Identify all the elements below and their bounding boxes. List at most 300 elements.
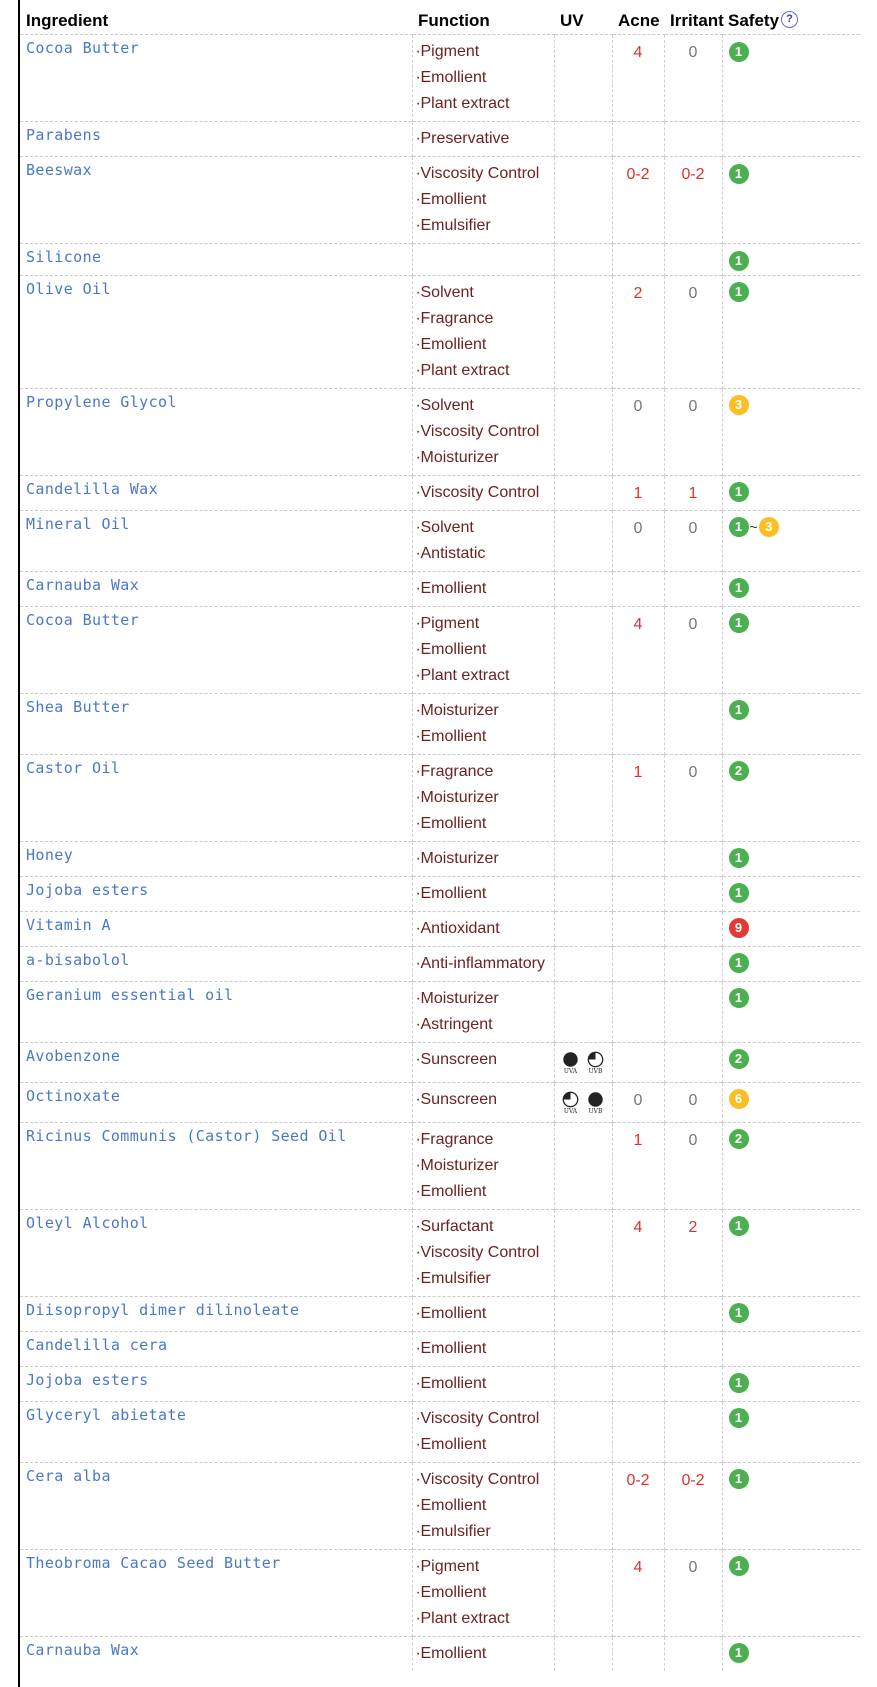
- function-item: · Emollient: [419, 1580, 548, 1606]
- ingredient-link[interactable]: Cocoa Butter: [26, 610, 140, 629]
- function-item: · Surfactant: [419, 1214, 548, 1240]
- safety-cell: [722, 475, 860, 510]
- function-item: · Sunscreen: [419, 1047, 548, 1073]
- acne-rating: 0-2: [612, 157, 664, 244]
- ingredient-link[interactable]: Ricinus Communis (Castor) Seed Oil: [26, 1126, 347, 1145]
- uv-cell: [554, 571, 612, 606]
- function-item: · Emulsifier: [419, 1266, 548, 1292]
- safety-cell: [722, 275, 860, 388]
- safety-badge[interactable]: 1: [729, 42, 749, 62]
- function-cell: [412, 475, 554, 510]
- uv-cell: [554, 1401, 612, 1462]
- acne-rating: [612, 1296, 664, 1331]
- function-item: · Emollient: [419, 724, 548, 750]
- ingredient-cell[interactable]: [20, 1296, 412, 1331]
- function-cell: [412, 981, 554, 1042]
- table-row: [20, 981, 860, 1042]
- safety-badge[interactable]: 2: [729, 761, 749, 781]
- function-item: · Emollient: [419, 637, 548, 663]
- uva-label: UVA: [563, 1107, 578, 1115]
- table-row: [20, 475, 860, 510]
- ingredient-cell[interactable]: [20, 1549, 412, 1636]
- ingredient-cell[interactable]: [20, 475, 412, 510]
- table-row: [20, 1296, 860, 1331]
- safety-badge[interactable]: 1: [729, 282, 749, 302]
- function-cell: [412, 275, 554, 388]
- function-item: · Moisturizer: [419, 846, 548, 872]
- ingredient-link[interactable]: Candelilla cera: [26, 1335, 168, 1354]
- function-cell: [412, 1636, 554, 1671]
- uv-cell: [554, 244, 612, 276]
- function-item: · Emulsifier: [419, 213, 548, 239]
- function-item: · Emollient: [419, 1179, 548, 1205]
- uv-cell: [554, 1549, 612, 1636]
- ingredient-cell[interactable]: [20, 841, 412, 876]
- safety-cell: [722, 510, 860, 571]
- header-acne: Acne: [618, 11, 660, 30]
- safety-cell: [722, 693, 860, 754]
- ingredient-cell[interactable]: [20, 1042, 412, 1082]
- ingredient-link[interactable]: Carnauba Wax: [26, 1640, 140, 1659]
- irritant-rating: [664, 1636, 722, 1671]
- function-cell: [412, 1549, 554, 1636]
- safety-cell: [722, 1366, 860, 1401]
- function-cell: [412, 911, 554, 946]
- function-item: · Solvent: [419, 393, 548, 419]
- ingredient-link[interactable]: Theobroma Cacao Seed Butter: [26, 1553, 281, 1572]
- ingredient-cell[interactable]: [20, 122, 412, 157]
- ingredient-link[interactable]: Cocoa Butter: [26, 39, 140, 57]
- function-cell: [412, 571, 554, 606]
- irritant-rating: [664, 693, 722, 754]
- ingredient-cell[interactable]: [20, 911, 412, 946]
- table-row: [20, 157, 860, 244]
- ingredient-link[interactable]: Cera alba: [26, 1466, 111, 1485]
- function-item: · Solvent: [419, 280, 548, 306]
- function-cell: [412, 1042, 554, 1082]
- ingredient-cell[interactable]: [20, 981, 412, 1042]
- uv-cell: [554, 1462, 612, 1549]
- ingredient-link[interactable]: Glyceryl abietate: [26, 1405, 187, 1424]
- acne-rating: 0: [612, 510, 664, 571]
- ingredient-link[interactable]: Avobenzone: [26, 1046, 121, 1065]
- ingredient-link[interactable]: Vitamin A: [26, 915, 111, 934]
- acne-rating: [612, 876, 664, 911]
- uvb-icon: [586, 1091, 606, 1115]
- safety-badge[interactable]: 2: [729, 1049, 749, 1069]
- function-item: · Emollient: [419, 576, 548, 602]
- acne-rating: [612, 946, 664, 981]
- irritant-rating: [664, 1296, 722, 1331]
- safety-badge[interactable]: 9: [729, 918, 749, 938]
- table-row: [20, 946, 860, 981]
- ingredient-cell[interactable]: [20, 35, 412, 122]
- uv-cell: [554, 157, 612, 244]
- function-item: · Emollient: [419, 65, 548, 91]
- function-cell: [412, 35, 554, 122]
- uv-cell: [554, 693, 612, 754]
- function-item: · Viscosity Control: [419, 1467, 548, 1493]
- function-item: · Viscosity Control: [419, 1406, 548, 1432]
- ingredient-cell[interactable]: [20, 157, 412, 244]
- safety-badge[interactable]: 1: [729, 613, 749, 633]
- safety-cell: [722, 946, 860, 981]
- table-row: [20, 1209, 860, 1296]
- acne-rating: 4: [612, 606, 664, 693]
- function-cell: [412, 876, 554, 911]
- uv-cell: [554, 1209, 612, 1296]
- uv-cell: [554, 754, 612, 841]
- safety-cell: [722, 1082, 860, 1122]
- header-safety: [722, 8, 860, 35]
- function-item: · Emulsifier: [419, 1519, 548, 1545]
- safety-badge[interactable]: 1: [729, 164, 749, 184]
- safety-cell: [722, 606, 860, 693]
- function-item: · Emollient: [419, 187, 548, 213]
- uv-cell: [554, 275, 612, 388]
- function-item: · Plant extract: [419, 358, 548, 384]
- table-row: [20, 1042, 860, 1082]
- ingredient-link[interactable]: a-bisabolol: [26, 950, 130, 969]
- acne-rating: [612, 1401, 664, 1462]
- acne-rating: 2: [612, 275, 664, 388]
- ingredient-link[interactable]: Mineral Oil: [26, 514, 130, 533]
- table-row: [20, 693, 860, 754]
- table-row: [20, 244, 860, 276]
- ingredient-link[interactable]: Parabens: [26, 126, 102, 144]
- header-uv: UV: [560, 11, 584, 30]
- uv-cell: [554, 606, 612, 693]
- safety-cell: [722, 244, 860, 276]
- safety-cell: [722, 1296, 860, 1331]
- safety-cell: [722, 1549, 860, 1636]
- safety-cell: [722, 388, 860, 475]
- function-cell: [412, 754, 554, 841]
- ingredient-link[interactable]: Castor Oil: [26, 758, 121, 777]
- table-row: [20, 911, 860, 946]
- ingredient-cell[interactable]: [20, 1401, 412, 1462]
- uv-cell: [554, 1636, 612, 1671]
- safety-cell: [722, 157, 860, 244]
- table-row: [20, 275, 860, 388]
- table-row: [20, 1122, 860, 1209]
- ingredient-link[interactable]: Carnauba Wax: [26, 575, 140, 594]
- irritant-rating: 2: [664, 1209, 722, 1296]
- ingredient-link[interactable]: Jojoba esters: [26, 1370, 149, 1389]
- function-cell: [412, 606, 554, 693]
- function-cell: [412, 1122, 554, 1209]
- safety-cell: [722, 754, 860, 841]
- safety-badge[interactable]: 1: [729, 1469, 749, 1489]
- ingredient-link[interactable]: Shea Butter: [26, 697, 130, 716]
- safety-badge[interactable]: 6: [729, 1089, 749, 1109]
- ingredient-link[interactable]: Diisopropyl dimer dilinoleate: [26, 1300, 300, 1319]
- safety-badge[interactable]: 2: [729, 1129, 749, 1149]
- function-item: · Moisturizer: [419, 698, 548, 724]
- irritant-rating: 0: [664, 275, 722, 388]
- irritant-rating: [664, 1366, 722, 1401]
- acne-rating: 1: [612, 1122, 664, 1209]
- header-function: Function: [418, 11, 490, 30]
- irritant-rating: [664, 244, 722, 276]
- function-item: · Viscosity Control: [419, 161, 548, 187]
- safety-badge[interactable]: 1: [729, 578, 749, 598]
- irritant-rating: 0: [664, 35, 722, 122]
- ingredient-cell[interactable]: [20, 754, 412, 841]
- irritant-rating: [664, 946, 722, 981]
- table-row: [20, 1366, 860, 1401]
- irritant-rating: [664, 981, 722, 1042]
- function-item: · Moisturizer: [419, 1153, 548, 1179]
- ingredient-cell[interactable]: [20, 571, 412, 606]
- irritant-rating: 0-2: [664, 157, 722, 244]
- acne-rating: 0: [612, 1082, 664, 1122]
- safety-badge[interactable]: 1: [729, 1556, 749, 1576]
- uv-cell: [554, 122, 612, 157]
- uv-cell: [554, 1042, 612, 1082]
- function-item: · Solvent: [419, 515, 548, 541]
- function-item: · Emollient: [419, 881, 548, 907]
- ingredient-link[interactable]: Propylene Glycol: [26, 392, 177, 411]
- irritant-rating: [664, 876, 722, 911]
- function-item: · Emollient: [419, 811, 548, 837]
- function-item: · Viscosity Control: [419, 480, 548, 506]
- safety-cell: [722, 1209, 860, 1296]
- safety-badge[interactable]: 1: [729, 251, 749, 271]
- uva-icon: [561, 1051, 581, 1075]
- header-safety-label: Safety: [728, 11, 780, 30]
- function-item: · Emollient: [419, 1493, 548, 1519]
- table-row: [20, 754, 860, 841]
- safety-cell: [722, 841, 860, 876]
- uvb-icon: [586, 1051, 606, 1075]
- function-cell: [412, 693, 554, 754]
- table-row: [20, 510, 860, 571]
- acne-rating: 4: [612, 1549, 664, 1636]
- function-item: · Emollient: [419, 1371, 548, 1397]
- uv-cell: [554, 946, 612, 981]
- safety-badge[interactable]: 1: [729, 883, 749, 903]
- ingredient-cell[interactable]: [20, 1462, 412, 1549]
- ingredient-cell[interactable]: [20, 275, 412, 388]
- function-cell: [412, 1082, 554, 1122]
- irritant-rating: 0: [664, 1082, 722, 1122]
- ingredient-cell[interactable]: [20, 1331, 412, 1366]
- table-row: [20, 388, 860, 475]
- function-item: · Emollient: [419, 1336, 548, 1362]
- table-row: [20, 1636, 860, 1671]
- ingredient-cell[interactable]: [20, 946, 412, 981]
- ingredient-cell[interactable]: [20, 1366, 412, 1401]
- ingredient-table: [20, 8, 860, 1671]
- safety-badge[interactable]: 1: [729, 1643, 749, 1663]
- safety-badge[interactable]: 3: [729, 395, 749, 415]
- safety-cell: [722, 1462, 860, 1549]
- safety-range-tilde: ~: [749, 519, 758, 536]
- function-item: · Pigment: [419, 1554, 548, 1580]
- ingredient-cell[interactable]: [20, 1636, 412, 1671]
- table-row: [20, 1462, 860, 1549]
- uv-cell: [554, 1082, 612, 1122]
- irritant-rating: [664, 1401, 722, 1462]
- safety-badge[interactable]: 1: [729, 953, 749, 973]
- function-item: · Plant extract: [419, 1606, 548, 1632]
- uv-cell: [554, 1366, 612, 1401]
- safety-cell: [722, 876, 860, 911]
- uv-cell: [554, 475, 612, 510]
- acne-rating: [612, 571, 664, 606]
- safety-cell: [722, 1401, 860, 1462]
- ingredient-cell[interactable]: [20, 1082, 412, 1122]
- function-item: · Moisturizer: [419, 986, 548, 1012]
- acne-rating: [612, 911, 664, 946]
- uvb-label: UVB: [588, 1107, 603, 1115]
- table-row: [20, 571, 860, 606]
- acne-rating: [612, 1366, 664, 1401]
- acne-rating: 1: [612, 475, 664, 510]
- irritant-rating: [664, 122, 722, 157]
- irritant-rating: 0: [664, 1549, 722, 1636]
- function-item: · Pigment: [419, 39, 548, 65]
- irritant-rating: 0-2: [664, 1462, 722, 1549]
- acne-rating: 0-2: [612, 1462, 664, 1549]
- table-row: [20, 606, 860, 693]
- safety-badge[interactable]: 1: [729, 988, 749, 1008]
- irritant-rating: [664, 1042, 722, 1082]
- function-item: · Moisturizer: [419, 445, 548, 471]
- table-row: [20, 35, 860, 122]
- safety-cell: [722, 1042, 860, 1082]
- safety-badge[interactable]: 1: [729, 1216, 749, 1236]
- ingredient-link[interactable]: Honey: [26, 845, 74, 864]
- ingredient-link[interactable]: Olive Oil: [26, 279, 111, 298]
- ingredient-cell[interactable]: [20, 1122, 412, 1209]
- table-row: [20, 122, 860, 157]
- uv-cell: [554, 876, 612, 911]
- ingredient-link[interactable]: Candelilla Wax: [26, 479, 159, 498]
- safety-badge[interactable]: 1: [729, 1373, 749, 1393]
- function-item: · Antioxidant: [419, 916, 548, 942]
- safety-badge[interactable]: 1: [729, 848, 749, 868]
- safety-badge[interactable]: 1: [729, 1408, 749, 1428]
- uv-cell: [554, 1122, 612, 1209]
- function-item: · Fragrance: [419, 306, 548, 332]
- function-cell: [412, 1209, 554, 1296]
- function-item: · Viscosity Control: [419, 419, 548, 445]
- ingredient-cell[interactable]: [20, 876, 412, 911]
- function-cell: [412, 841, 554, 876]
- table-row: [20, 1331, 860, 1366]
- acne-rating: [612, 1042, 664, 1082]
- safety-cell: [722, 122, 860, 157]
- uva-label: UVA: [563, 1067, 578, 1075]
- safety-badge[interactable]: 3: [759, 517, 779, 537]
- irritant-rating: [664, 571, 722, 606]
- ingredient-cell[interactable]: [20, 510, 412, 571]
- safety-cell: [722, 571, 860, 606]
- function-item: · Emollient: [419, 332, 548, 358]
- safety-cell: [722, 1331, 860, 1366]
- function-item: · Emollient: [419, 1641, 548, 1667]
- uva-icon: [561, 1091, 581, 1115]
- safety-cell: [722, 35, 860, 122]
- irritant-rating: 1: [664, 475, 722, 510]
- safety-badge[interactable]: 1: [729, 700, 749, 720]
- ingredient-cell[interactable]: [20, 606, 412, 693]
- ingredient-link[interactable]: Oleyl Alcohol: [26, 1213, 149, 1232]
- function-item: · Moisturizer: [419, 785, 548, 811]
- uv-cell: [554, 1331, 612, 1366]
- ingredient-link[interactable]: Silicone: [26, 248, 102, 266]
- function-item: · Emollient: [419, 1301, 548, 1327]
- safety-cell: [722, 1636, 860, 1671]
- safety-badge[interactable]: 1: [729, 517, 749, 537]
- acne-rating: [612, 981, 664, 1042]
- safety-badge[interactable]: 1: [729, 1303, 749, 1323]
- uv-cell: [554, 510, 612, 571]
- uv-cell: [554, 911, 612, 946]
- function-item: · Anti-inflammatory: [419, 951, 548, 977]
- function-item: · Fragrance: [419, 759, 548, 785]
- irritant-rating: 0: [664, 606, 722, 693]
- uv-cell: [554, 35, 612, 122]
- ingredient-cell[interactable]: [20, 693, 412, 754]
- table-row: [20, 1082, 860, 1122]
- function-cell: [412, 1401, 554, 1462]
- function-item: · Pigment: [419, 611, 548, 637]
- ingredient-link[interactable]: Geranium essential oil: [26, 985, 234, 1004]
- irritant-rating: [664, 841, 722, 876]
- acne-rating: [612, 244, 664, 276]
- acne-rating: 1: [612, 754, 664, 841]
- ingredient-link[interactable]: Beeswax: [26, 161, 93, 179]
- irritant-rating: 0: [664, 1122, 722, 1209]
- irritant-rating: [664, 1331, 722, 1366]
- function-cell: [412, 1366, 554, 1401]
- function-item: · Sunscreen: [419, 1087, 548, 1113]
- function-item: · Fragrance: [419, 1127, 548, 1153]
- function-cell: [412, 122, 554, 157]
- acne-rating: 0: [612, 388, 664, 475]
- safety-cell: [722, 981, 860, 1042]
- uv-cell: [554, 841, 612, 876]
- uv-cell: [554, 981, 612, 1042]
- ingredient-cell[interactable]: [20, 1209, 412, 1296]
- table-row: [20, 876, 860, 911]
- irritant-rating: 0: [664, 388, 722, 475]
- function-cell: [412, 1296, 554, 1331]
- ingredient-link[interactable]: Jojoba esters: [26, 880, 149, 899]
- acne-rating: 4: [612, 35, 664, 122]
- help-icon[interactable]: ?: [781, 11, 798, 28]
- function-item: · Plant extract: [419, 663, 548, 689]
- ingredient-link[interactable]: Octinoxate: [26, 1086, 121, 1105]
- table-row: [20, 841, 860, 876]
- safety-badge[interactable]: 1: [729, 482, 749, 502]
- header-ingredient: Ingredient: [26, 11, 109, 30]
- ingredient-cell[interactable]: [20, 244, 412, 276]
- uvb-label: UVB: [588, 1067, 603, 1075]
- function-item: · Preservative: [419, 126, 548, 152]
- acne-rating: [612, 122, 664, 157]
- table-body: [20, 35, 860, 1671]
- function-item: · Emollient: [419, 1432, 548, 1458]
- table-row: [20, 1549, 860, 1636]
- acne-rating: [612, 841, 664, 876]
- function-item: · Antistatic: [419, 541, 548, 567]
- ingredient-cell[interactable]: [20, 388, 412, 475]
- function-cell: [412, 157, 554, 244]
